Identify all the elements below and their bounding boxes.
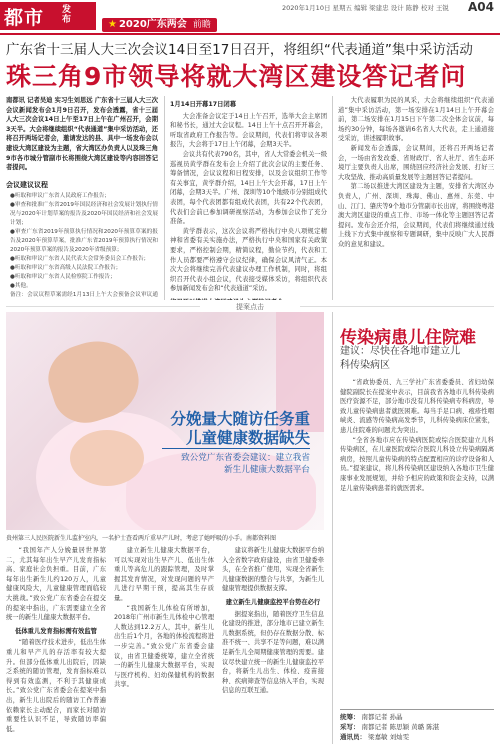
photo-deck-line: 新生儿健康大数据平台 — [224, 465, 310, 475]
column-divider — [164, 96, 165, 300]
body-paragraph: 第二场以推进大湾区建设为主题，安排省大湾区办负责人，广州、深圳、珠海、佛山、惠州、东莞、中山、江门、肇庆等9个地市分管副市长出席，将围绕粤港澳大湾区建设的重点工作、市场一体化等主题回答记者提问。发布会还介绍，会议期间，代表们将继续通过线上线下方式集中视察和专题调研，集中反映广大人民群众的意见和建议。 — [338, 183, 494, 248]
feature-photo — [6, 312, 324, 530]
credit-names: 梁嘉敏 刘灿雯 — [368, 733, 410, 741]
column-divider — [332, 312, 333, 744]
photo-headline-rule — [162, 448, 310, 449]
section-banner-label: 2020广东两会 — [118, 19, 187, 30]
right-story-body — [340, 378, 494, 706]
right-story-deck-line: 建议：尽快在各地市建立儿 — [340, 346, 460, 357]
credit-line — [340, 732, 439, 742]
section-label: 提案点击 — [200, 302, 300, 312]
credit-label: 采写： — [340, 723, 360, 731]
agenda-item: ●审查和批准广东省2019年国民经济和社会发展计划执行情况与2020年计划草案的报告及2020年国民经济和社会发展计划； — [10, 202, 158, 227]
body-paragraph: 新闻发布会透露，会议期间，还将召开两场记者会，一场由省发改委、省财政厅、省人社厅、省生态环境厅主要负责人出席，围绕回应经济社会发展、打好三大攻坚战、推动高质量发展等主题回答记者提问。 — [338, 144, 494, 181]
bottom-column-1 — [6, 546, 106, 744]
headline: 珠三角9市领导将就大湾区建设答记者问 — [6, 62, 467, 91]
agenda-item: ●审查广东省2019年预算执行情况和2020年预算草案的报告及2020年预算草案，批准广东省2019年预算执行情况和2020年预算草案的报告及2020年省级预算； — [10, 229, 158, 254]
masthead-subtitle: 发布 — [62, 5, 72, 25]
credit-label: 统筹： — [340, 713, 360, 721]
bottom-column-3 — [222, 546, 324, 744]
lead-paragraph: 南都讯 记者吴迪 实习生刘思远 广东省十三届人大三次会议新闻发布会1月9日召开，发布会透露，省十三届人大三次会议14日上午至17日上午在广州召开，会期3天半。大会将继续组织“代表通道”集中采访活动，还将召开两场记者会，邀请发达的县、具中一场发布会以建设大湾区建设为主题，省大湾区办负责人以及珠三角9市各市城分管副市长将围绕大湾区建设等内容回答记者提问。 — [6, 97, 158, 172]
agenda-list — [6, 192, 158, 300]
photo-headline-line: 儿童健康数据缺失 — [185, 429, 310, 447]
credit-label: 通讯员： — [340, 733, 366, 741]
body-paragraph: 黄学群表示，这次会议将严格执行中央八项规定精神和省委有关实施办法，严格执行中央和国家有关政策要求，严格控制会期，精简议程，勤俭节约，代表和工作人员都要严格遵守会议纪律，确保会议风清气正。本次大会将继续完善代表建议办理工作机制，同时，将组织召开代表小组会议，代表接受媒体采访，将组织代表参加新闻发布会和“代表通道”采访。 — [170, 227, 327, 293]
right-story-deck — [340, 345, 460, 373]
right-story-title: 传染病患儿住院难 — [340, 328, 476, 348]
page-header — [0, 0, 500, 34]
photo-caption: 贵州第三人民医院新生儿监护室内，一名护士查看两斤重早产儿时，考虑了她呼吸的小手。南都资料图 — [6, 535, 277, 542]
agenda-item: ●听取和审议广东省人民政府工作报告； — [10, 193, 110, 200]
agenda-item: ●听取和审议广东省人民代表大会常务委员会工作报告； — [10, 256, 150, 263]
body-paragraph: 建立新生儿健康大数据平台，可以实现对出生早产儿、低出生体重儿等高危儿的跟踪管理，及时掌握其发育情况，对发现问题的早产儿进行早期干预，提高其生存质量。 — [114, 547, 214, 602]
page-number: A04 — [468, 0, 494, 14]
column-2 — [170, 96, 327, 300]
column-3 — [338, 96, 494, 300]
credit-line — [340, 722, 439, 732]
masthead — [0, 2, 96, 30]
kicker: 广东省十三届人大三次会议14日至17日召开，将组织“代表通道”集中采访活动 — [6, 42, 473, 58]
body-paragraph: “随着医疗技术进步，低出生体重儿和早产儿的存活率有较大提升。但部分低体重儿出院后，因缺乏系统的随访管理，发育指标难以得到有效监测，不利于其健康成长。”致公党广东省委会在提案中指出，新生儿出院后的随访工作普遍依赖家长主动配合，而家长对随访重要性认识不足，导致随访率偏低。 — [6, 639, 106, 733]
credit-line — [340, 712, 439, 722]
flag-icon: ★ — [108, 19, 117, 30]
column-divider — [332, 96, 333, 300]
bottom-column-2 — [114, 546, 214, 744]
right-story-deck-line: 科传染病区 — [340, 360, 390, 371]
column-1 — [6, 96, 158, 300]
subhead-low-weight: 低体重儿发育指标需有效监管 — [15, 627, 97, 635]
credit-names: 南都记者 孙晶 — [361, 713, 403, 721]
agenda-item: ●听取和审议广东省人民检察院工作报告； — [10, 274, 116, 281]
photo-headline-line: 分娩量大随访任务重 — [170, 410, 310, 428]
photo-headline — [170, 410, 310, 448]
body-paragraph: “我国年产人分娩量居世界第二，尤其每年出生早产儿发育指标高、家庭社会负担重。目前，广东每年出生新生儿约120万人，儿童健康风险大，儿童健康管理面临较大挑战。”致公党广东省委会在提交的提案中指出，广东需要建立全省统一的新生儿健康大数据平台。 — [6, 547, 106, 622]
agenda-title: 会议建议议程 — [6, 180, 48, 189]
body-paragraph: 大会准备会议定于14日上午召开，选举大会主席团和秘书长，通过大会议程。14日上午十点召开开幕会，听取省政府工作报告等。会议期间，代表们将审议各项报告，大会将于17日上午闭幕，会期3天半。 — [170, 112, 327, 149]
credit-names: 南都记者 陈思颖 黄璐 陈湛 — [361, 723, 440, 731]
header-rule — [0, 33, 500, 35]
dateline: 2020年1月10日 星期五 编辑 梁建忠 设计 陈静 校对 王锐 — [282, 4, 449, 12]
photo-infant — [70, 430, 144, 486]
photo-deck-line: 致公党广东省委会建议：建立我省 — [181, 453, 310, 463]
section-banner — [102, 18, 217, 32]
body-paragraph: “全省各地市应在传染病医院或综合医院建立儿科传染病区，在儿童医院或综合医院儿科设立传染病隔离病房，按照儿童传染病的特点配置相应的诊疗设备和人员。”提案建议，将儿科传染病区建设纳入各地市卫生健康事业发展规划，并给予相应的政策和资金支持，以满足儿童传染病患者的就医需求。 — [340, 436, 494, 492]
body-paragraph: “我国新生儿体检有所增加，2018年广州市新生儿体检中心管理人数达到12.2万人，其中，新生儿出生后1个月，各地的体检流程将进一步完善。”致公党广东省委会建议，由省卫健委统筹，建立全省统一的新生儿健康大数据平台，实现与医疗机构、妇幼保健机构的数据共享。 — [114, 604, 214, 689]
section-banner-sub: 前瞻 — [192, 20, 211, 30]
body-paragraph: 建议将新生儿健康大数据平台纳入全省数字政府建设，由省卫健委牵头，在全省推广使用，实现全省新生儿健康数据的整合与共享，为新生儿健康管理提供数据支撑。 — [222, 547, 324, 593]
subhead-opening: 1月14日开幕17日闭幕 — [170, 101, 236, 108]
agenda-item: ●听取和审议广东省高级人民法院工作报告； — [10, 265, 122, 272]
masthead-title: 都市 — [4, 7, 45, 29]
agenda-note: 备注：会议议程草案需经1月13日上午大会预备会议审议通 — [10, 292, 158, 299]
credits-rule — [340, 709, 494, 710]
body-paragraph: “省政协委员、九三学社广东省委委员、省妇幼保健院副院长在提案中表示，目前我省各地市儿科传染病医疗资源不足，部分地市没有儿科传染病专科病房，导致儿童传染病患者就医困难。每当手足口病、疱疹性咽峡炎、流感等传染病高发季节，儿科传染病床位紧张，患儿住院难的问题尤为突出。 — [340, 379, 494, 434]
subhead-press-conference — [170, 298, 327, 300]
photo-deck — [181, 452, 310, 476]
subhead-monitoring-platform: 建立新生儿健康监控平台势在必行 — [225, 598, 321, 606]
body-paragraph: 大代表履职为民的风采，大会将继续组织“代表通道”集中采访活动，第一场安排在1月14日上午开幕会前，第二场安排在1月15日下午第二次全体会议前，每场约30分钟，每场各邀请6名省人大代表，走上通道接受采访，讲述履职故事。 — [338, 97, 494, 143]
agenda-item: ●其他。 — [10, 283, 32, 290]
credits — [340, 712, 439, 742]
body-paragraph: 会议共有代表790名，其中，省人大常委会机关一级巡视员黄学群在发布会上介绍了此次会议的主要任务、筹备情况，会议议程和日程安排，以及会议组织工作等有关事宜，黄学群介绍，14日上午大会开幕，17日上午闭幕，会期3天半。广州、深圳等10个地级市分别组成代表团，每个代表团都有组成代表团，共有22个代表团，代表们会前已参加调研视察活动，为参加会议作了充分准备。 — [170, 150, 327, 226]
body-paragraph: 据提案指出，随着医疗卫生信息化建设的推进，部分地市已建立新生儿数据系统，但仍存在数据分散、标准不统一、共享不足等问题，难以满足新生儿全周期健康管理的需要。建议尽快建立统一的新生儿健康监控平台，将新生儿出生、体检、疫苗接种、疾病筛查等信息纳入平台，实现信息的互联互通。 — [222, 610, 324, 695]
